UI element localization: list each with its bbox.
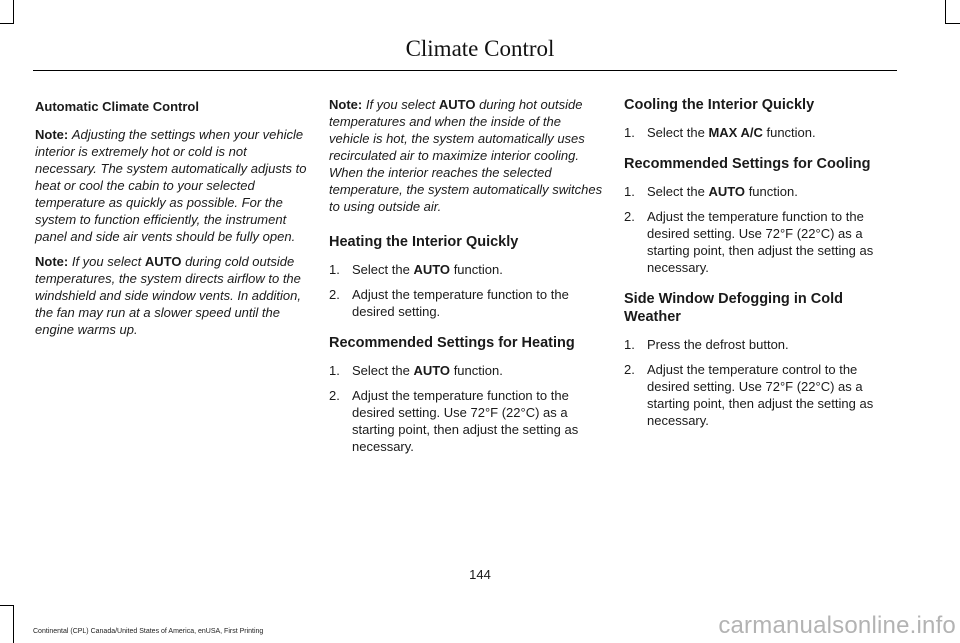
crop-mark-bottom-left-vertical	[13, 605, 14, 643]
list-item	[329, 286, 603, 320]
list-item	[329, 387, 603, 455]
step-keyword: MAX A/C	[708, 125, 763, 140]
note-label: Note:	[35, 254, 69, 269]
step-text: Press the defrost button.	[647, 337, 789, 352]
list-item	[624, 361, 900, 429]
column-middle	[329, 96, 603, 469]
section-heading-side-window-defogging: Side Window Defogging in Cold Weather	[624, 291, 843, 325]
note-paragraph	[35, 126, 307, 245]
list-item	[624, 336, 900, 353]
step-number: 1.	[624, 337, 635, 352]
edition-footer: Continental (CPL) Canada/United States of America, enUSA, First Printing	[33, 628, 264, 635]
page-title: Climate Control	[405, 36, 555, 61]
step-keyword: AUTO	[413, 363, 451, 378]
note-paragraph	[35, 253, 307, 338]
crop-mark-bottom-left-horizontal	[0, 605, 14, 606]
step-number: 1.	[329, 262, 340, 277]
crop-mark-top-right-vertical	[945, 0, 946, 24]
step-number: 1.	[329, 363, 340, 378]
note-paragraph	[329, 96, 603, 215]
column-right	[624, 96, 900, 443]
column-left	[35, 96, 307, 346]
note-keyword: AUTO	[438, 97, 476, 112]
step-text: Select the	[647, 125, 705, 140]
steps-list	[624, 336, 900, 429]
step-text: function.	[453, 262, 503, 277]
list-item	[329, 261, 603, 278]
section-heading-recommended-cooling: Recommended Settings for Cooling	[624, 156, 871, 172]
step-keyword: AUTO	[413, 262, 451, 277]
step-text: Select the	[647, 184, 705, 199]
crop-mark-top-right-horizontal	[945, 23, 960, 24]
step-text: Adjust the temperature function to the desired setting. Use 72°F (22°C) as a starting point, then adjust the setting as necessary.	[352, 388, 579, 454]
crop-mark-top-left-vertical	[13, 0, 14, 24]
title-divider	[33, 70, 897, 71]
page-number: 144	[469, 567, 491, 582]
step-number: 1.	[624, 125, 635, 140]
watermark: carmanualsonline.info	[718, 612, 956, 639]
list-item	[624, 124, 900, 141]
step-text: function.	[453, 363, 503, 378]
step-number: 2.	[329, 287, 340, 302]
section-heading-cooling-quickly: Cooling the Interior Quickly	[624, 97, 815, 113]
note-text: Adjusting the settings when your vehicle interior is extremely hot or cold is not necessary. The system automatically adjusts to heat or cool the cabin to your selected temperature as quickly as possible. For the system to function efficiently, the instrument panel and side air vents should be fully open.	[35, 127, 307, 244]
step-text: Adjust the temperature control to the desired setting. Use 72°F (22°C) as a starting point, then adjust the setting as necessary.	[647, 362, 874, 428]
note-text: during hot outside temperatures and when the inside of the vehicle is hot, the system automatically uses recirculated air to maximize interior cooling. When the interior reaches the selected temperature, the system automatically switches to using outside air.	[329, 97, 603, 214]
step-number: 2.	[624, 209, 635, 224]
note-text: during cold outside temperatures, the system directs airflow to the windshield and side window vents. In addition, the fan may run at a slower speed until the engine warms up.	[35, 254, 301, 337]
list-item	[624, 208, 900, 276]
note-label: Note:	[329, 97, 363, 112]
list-item	[329, 362, 603, 379]
list-item	[624, 183, 900, 200]
steps-list	[624, 183, 900, 276]
section-heading-heating-quickly: Heating the Interior Quickly	[329, 234, 519, 250]
step-number: 1.	[624, 184, 635, 199]
step-number: 2.	[329, 388, 340, 403]
step-text: function.	[766, 125, 816, 140]
note-label: Note:	[35, 127, 69, 142]
step-keyword: AUTO	[708, 184, 746, 199]
steps-list	[624, 124, 900, 141]
step-text: Adjust the temperature function to the desired setting. Use 72°F (22°C) as a starting point, then adjust the setting as necessary.	[647, 209, 874, 275]
step-number: 2.	[624, 362, 635, 377]
note-keyword: AUTO	[144, 254, 182, 269]
section-heading-recommended-heating: Recommended Settings for Heating	[329, 335, 575, 351]
step-text: function.	[748, 184, 798, 199]
step-text: Select the	[352, 262, 410, 277]
note-text: If you select	[71, 254, 142, 269]
steps-list	[329, 362, 603, 455]
section-heading-automatic-climate-control: Automatic Climate Control	[35, 99, 199, 114]
step-text: Adjust the temperature function to the desired setting.	[352, 287, 569, 319]
note-text: If you select	[365, 97, 436, 112]
steps-list	[329, 261, 603, 320]
step-text: Select the	[352, 363, 410, 378]
crop-mark-top-left-horizontal	[0, 23, 14, 24]
